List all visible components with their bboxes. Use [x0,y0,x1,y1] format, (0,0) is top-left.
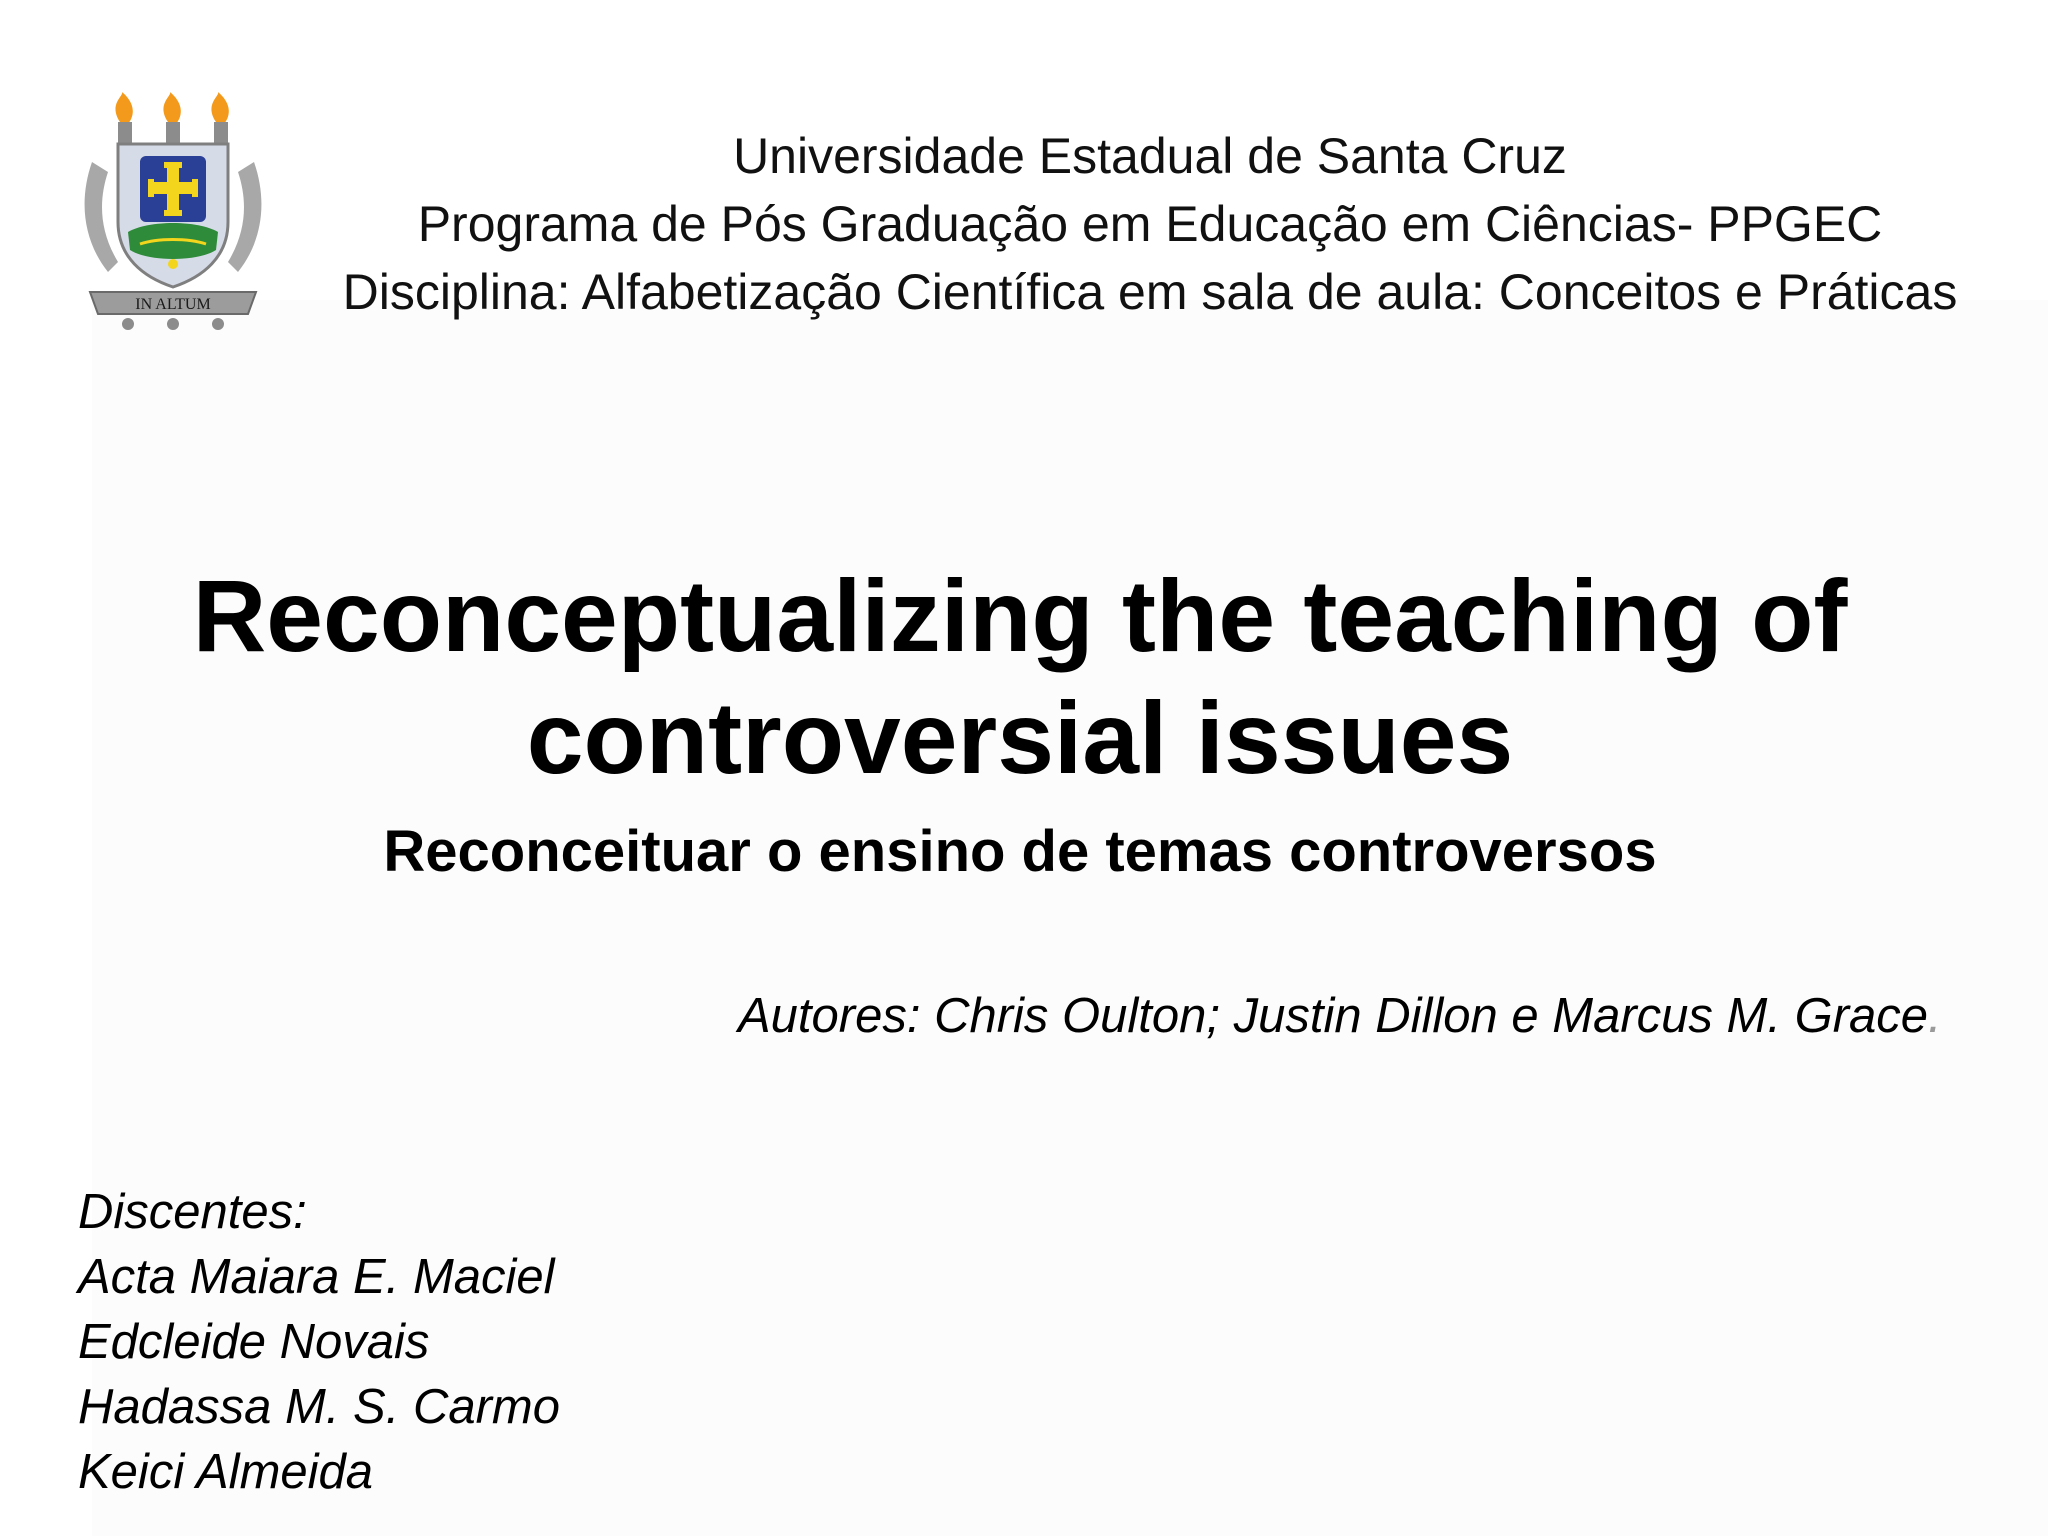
student-name: Keici Almeida [78,1445,374,1499]
slide-subtitle: Reconceituar o ensino de temas controversos [383,819,1657,884]
course-name: Disciplina: Alfabetização Científica em sala de aula: Conceitos e Práticas [342,264,1958,320]
student-name: Hadassa M. S. Carmo [78,1380,560,1434]
torch-right-icon [211,92,228,144]
students-list [78,1180,560,1505]
institution-header [290,122,2010,326]
university-crest-icon [78,92,268,332]
student-name: Edcleide Novais [78,1315,430,1369]
title-line-1: Reconceptualizing the teaching of [192,559,1848,673]
slide-title [60,555,1980,799]
title-line-2: controversial issues [526,681,1514,795]
authors-text: Autores: Chris Oulton; Justin Dillon e Marcus M. Grace [738,989,1929,1043]
student-name: Acta Maiara E. Maciel [78,1250,555,1304]
university-name: Universidade Estadual de Santa Cruz [733,128,1567,184]
students-heading: Discentes: [78,1185,307,1239]
authors-line [738,986,1942,1046]
torch-center-icon [163,92,180,144]
program-name: Programa de Pós Graduação em Educação em Ciências- PPGEC [417,196,1883,252]
logo-motto: IN ALTUM [135,296,211,313]
authors-period: . [1928,989,1942,1043]
torch-left-icon [115,92,132,144]
